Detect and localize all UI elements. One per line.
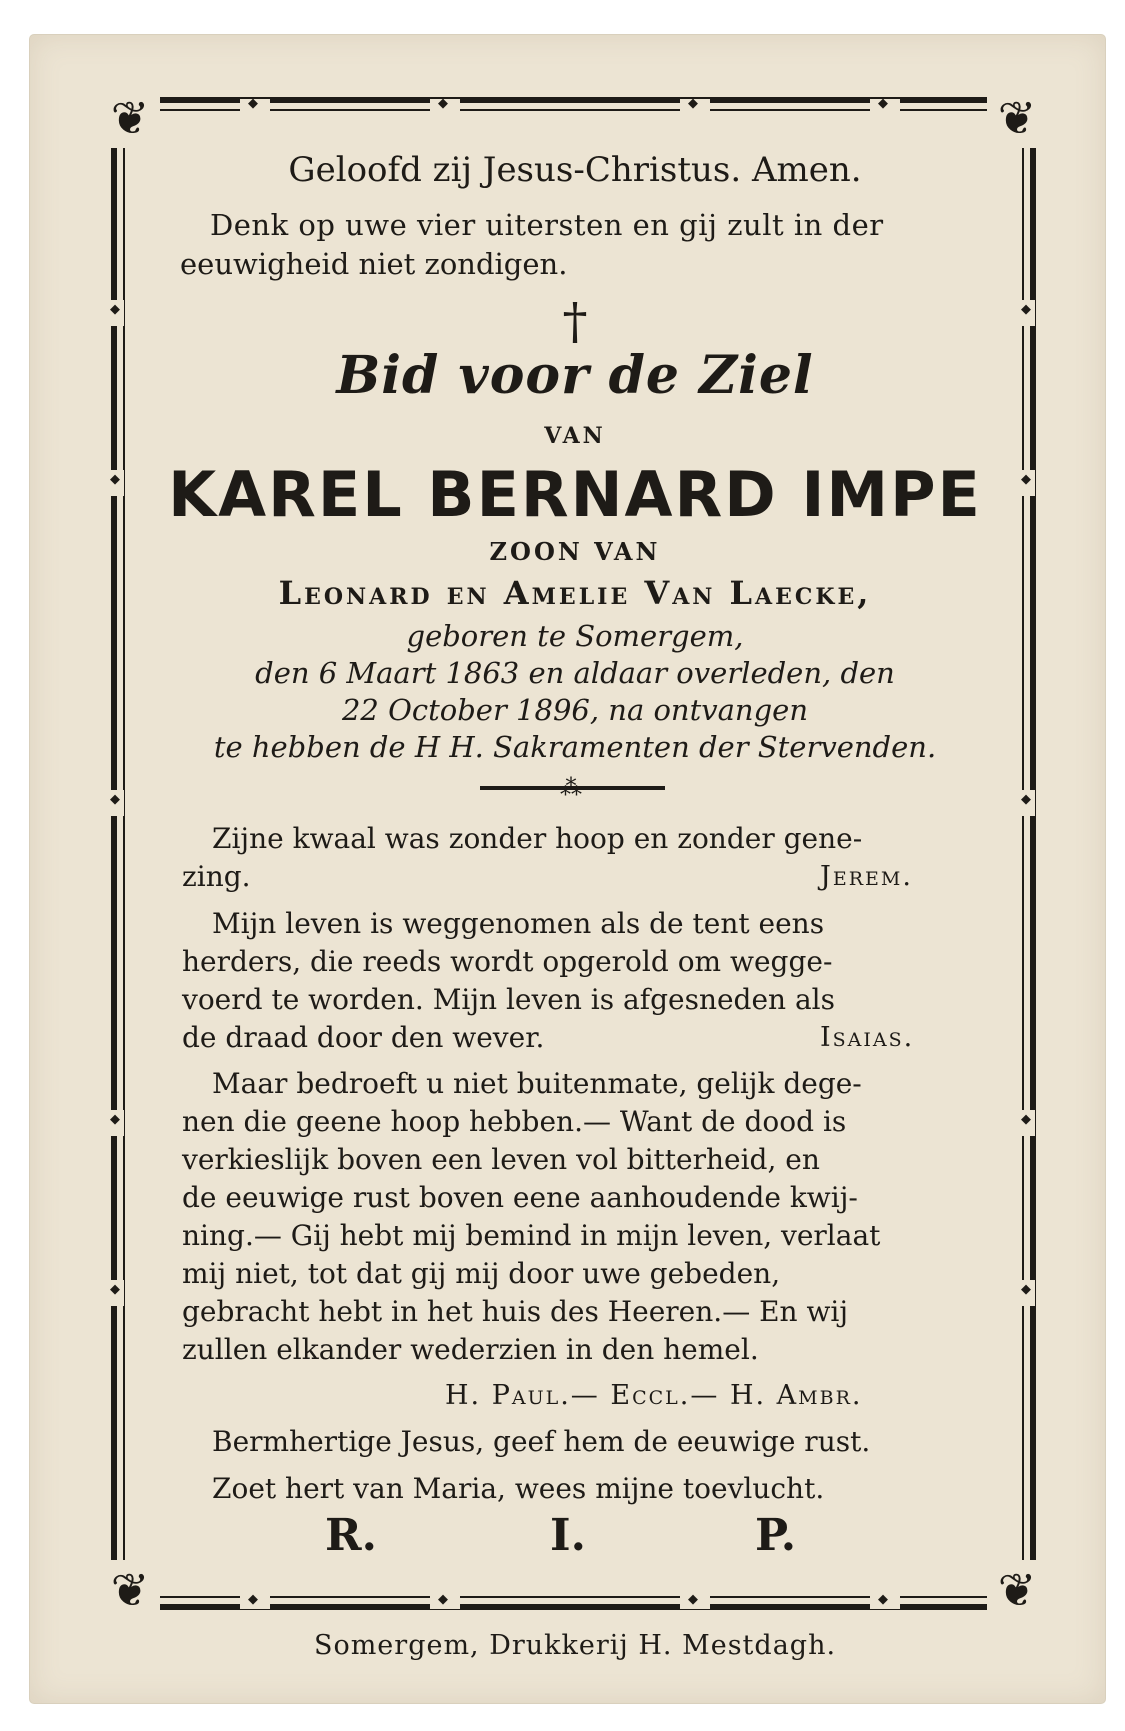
- frame-ornament: [110, 1280, 124, 1306]
- frame-ornament: [1021, 1110, 1035, 1136]
- son-of-label: ZOON VAN: [489, 537, 661, 566]
- verse-line: Zijne kwaal was zonder hoop en zonder gene-: [212, 822, 863, 855]
- header-line-2: Denk op uwe vier uitersten en gij zult in der: [210, 208, 884, 242]
- rip-i: I.: [550, 1510, 586, 1561]
- parents-names: Leonard en Amelie Van Laecke,: [278, 574, 872, 612]
- verse-line: ning.— Gij hebt mij bemind in mijn leven, verlaat: [182, 1219, 881, 1252]
- header-doxology: Geloofd zij Jesus-Christus. Amen.: [288, 150, 862, 190]
- verse-line: herders, die reeds wordt opgerold om wegge-: [182, 945, 833, 978]
- verse-line: gebracht hebt in het huis des Heeren.— En wij: [182, 1295, 849, 1328]
- deceased-name: KAREL BERNARD IMPE: [168, 458, 982, 531]
- van-label: VAN: [544, 423, 606, 449]
- verse-line: Maar bedroeft u niet buitenmate, gelijk dege-: [212, 1067, 862, 1100]
- frame-ornament: [430, 1595, 460, 1609]
- frame-ornament: [110, 1110, 124, 1136]
- verse-line: nen die geene hoop hebben.— Want de dood is: [182, 1105, 847, 1138]
- printer-credit: Somergem, Drukkerij H. Mestdagh.: [313, 1630, 837, 1661]
- verse-reference: Jerem.: [820, 861, 913, 892]
- birthplace: geboren te Somergem,: [406, 619, 744, 653]
- corner-ornament-icon: ❦: [987, 88, 1047, 148]
- header-line-3: eeuwigheid niet zondigen.: [180, 247, 568, 281]
- cross-icon: †: [562, 292, 588, 350]
- verse-line: de draad door den wever.: [182, 1021, 545, 1054]
- verse-line: zing.: [182, 860, 251, 893]
- frame-ornament: [110, 300, 124, 326]
- frame-ornament: [110, 790, 124, 816]
- birth-death-dates: den 6 Maart 1863 en aldaar overleden, den: [255, 656, 895, 690]
- frame-ornament: [240, 99, 270, 113]
- frame-ornament: [240, 1595, 270, 1609]
- frame-ornament: [1021, 300, 1035, 326]
- frame-ornament: [870, 1595, 900, 1609]
- verse-line: voerd te worden. Mijn leven is afgesneden als: [182, 983, 835, 1016]
- frame-ornament: [110, 470, 124, 496]
- frame-ornament: [680, 1595, 710, 1609]
- frame-ornament: [870, 99, 900, 113]
- corner-ornament-icon: ❦: [100, 88, 160, 148]
- rip-r: R.: [325, 1510, 377, 1561]
- verse-line: verkieslijk boven een leven vol bitterheid, en: [182, 1143, 820, 1176]
- sacraments-line: te hebben de H H. Sakramenten der Stervenden.: [213, 730, 937, 764]
- verse-line: Mijn leven is weggenomen als de tent eens: [212, 907, 825, 940]
- closing-prayer: Bermhertige Jesus, geef hem de eeuwige rust.: [212, 1425, 871, 1458]
- closing-prayer: Zoet hert van Maria, wees mijne toevlucht.: [212, 1472, 825, 1505]
- frame-ornament: [430, 99, 460, 113]
- verse-line: mij niet, tot dat gij mij door uwe gebeden,: [182, 1257, 781, 1290]
- death-date: 22 October 1896, na ontvangen: [341, 693, 809, 727]
- verse-line: de eeuwige rust boven eene aanhoudende kwij-: [182, 1181, 858, 1214]
- frame-ornament: [680, 99, 710, 113]
- verse-reference: H. Paul.— Eccl.— H. Ambr.: [445, 1380, 863, 1411]
- corner-ornament-icon: ❦: [987, 1560, 1047, 1620]
- verse-reference: Isaias.: [820, 1022, 915, 1053]
- rip-p: P.: [755, 1510, 797, 1561]
- verse-line: zullen elkander wederzien in den hemel.: [182, 1333, 759, 1366]
- prayer-heading: Bid voor de Ziel: [336, 345, 814, 406]
- frame-ornament: [1021, 470, 1035, 496]
- frame-ornament: [1021, 790, 1035, 816]
- divider-ornament-icon: ⁂: [560, 776, 582, 801]
- corner-ornament-icon: ❦: [100, 1560, 160, 1620]
- frame-ornament: [1021, 1280, 1035, 1306]
